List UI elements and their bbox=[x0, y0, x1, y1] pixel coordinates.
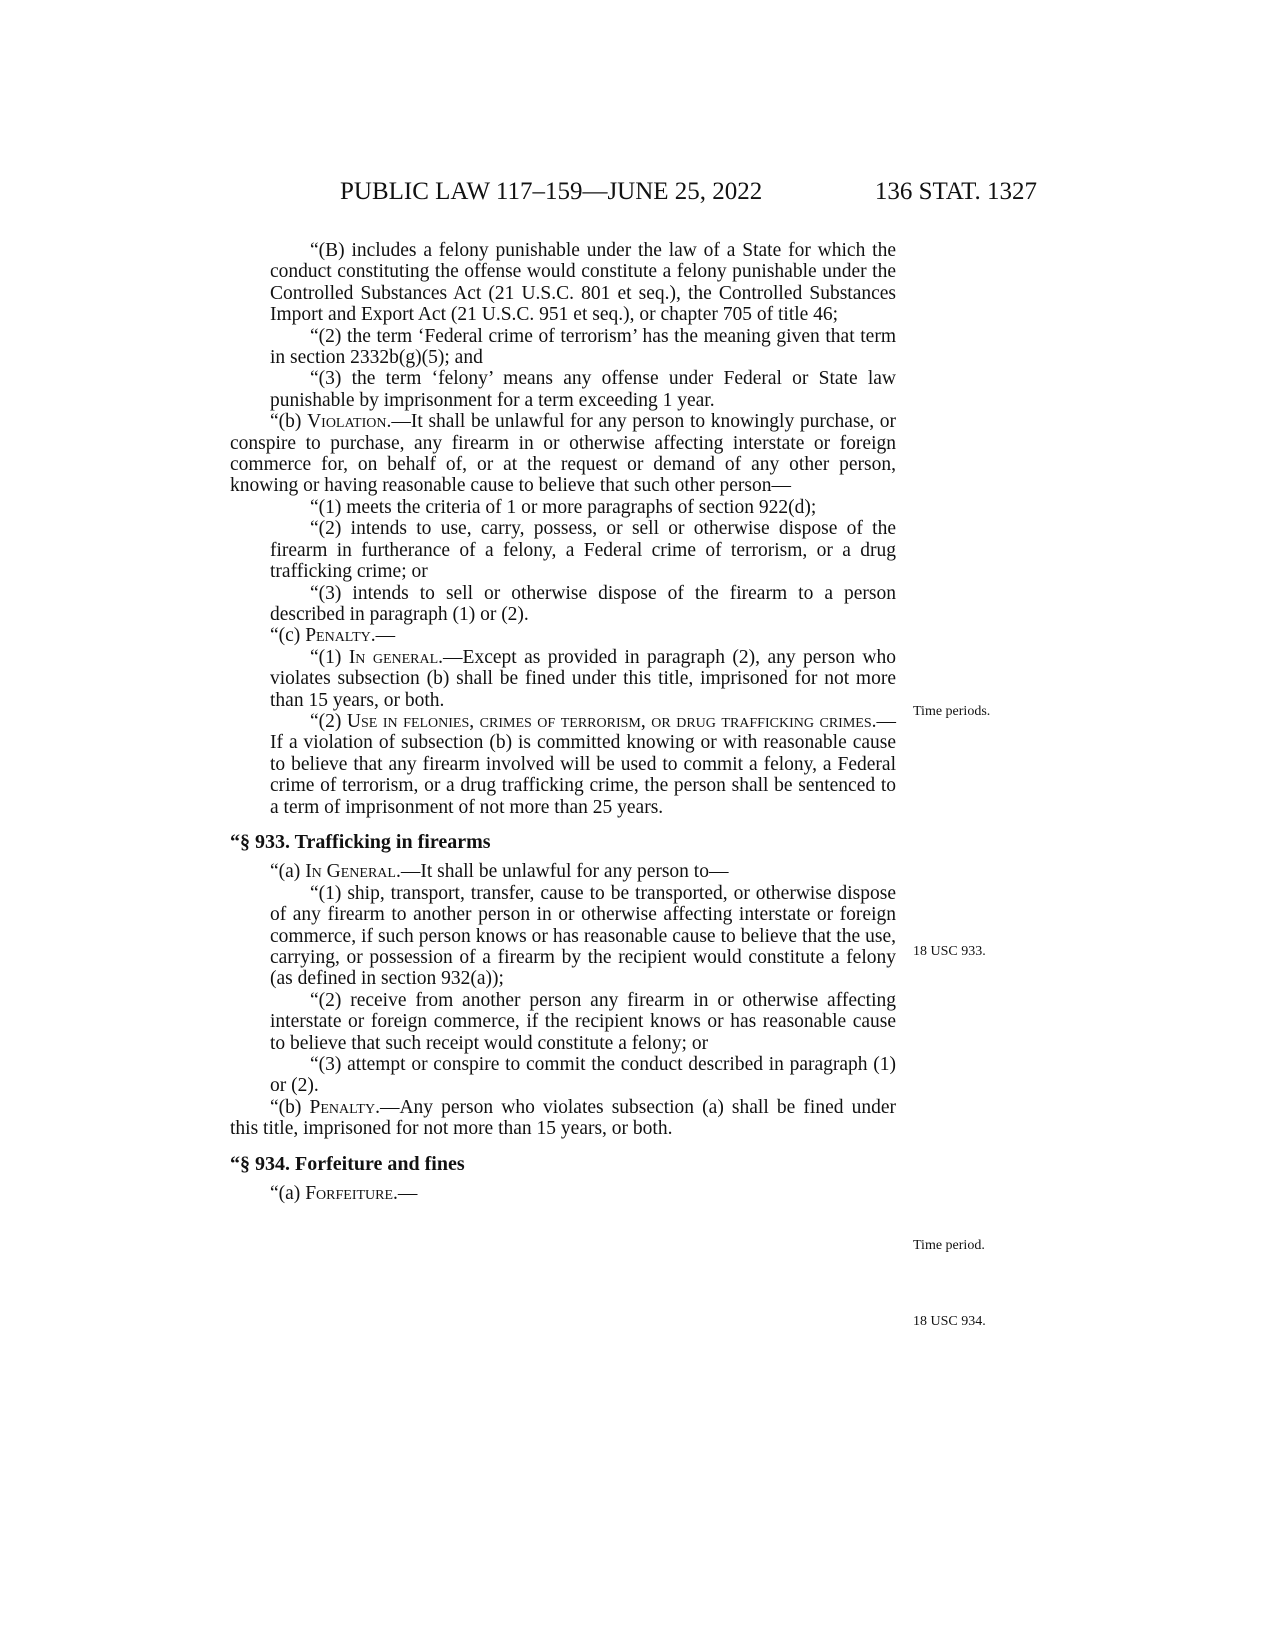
margin-note-time-periods: Time periods. bbox=[913, 704, 991, 719]
subsection-b-violation bbox=[230, 411, 896, 497]
subsection-heading: Forfeiture bbox=[305, 1183, 394, 1205]
subsection-text: .—Any person who violates subsection (a) shall be fined under this title, imprisoned for not more than 15 years, or both. bbox=[230, 1096, 896, 1140]
paragraph-3-attempt: “(3) attempt or conspire to commit the conduct described in paragraph (1) or (2). bbox=[270, 1054, 896, 1097]
paragraph-2-intends-use: “(2) intends to use, carry, possess, or sell or otherwise dispose of the firearm in furtherance of a felony, a Federal crime of terrorism, or a drug trafficking crime; or bbox=[270, 518, 896, 583]
subsection-heading: Penalty bbox=[305, 625, 371, 647]
header-stat-page: 136 STAT. 1327 bbox=[874, 178, 1037, 205]
subsection-prefix: “(b) bbox=[270, 1096, 310, 1118]
paragraph-prefix: “(1) bbox=[310, 646, 349, 668]
paragraph-prefix: “(2) bbox=[310, 710, 347, 732]
subsection-text: .—It shall be unlawful for any person to— bbox=[395, 861, 729, 883]
section-934-heading: “§ 934. Forfeiture and fines bbox=[230, 1152, 465, 1175]
page-header bbox=[340, 178, 1037, 212]
subsection-text: .— bbox=[370, 625, 396, 647]
section-933-heading: “§ 933. Trafficking in firearms bbox=[230, 830, 491, 853]
paragraph-2-federal-crime-terrorism: “(2) the term ‘Federal crime of terrorism’ has the meaning given that term in section 2332b(g)(5); and bbox=[270, 325, 896, 369]
paragraph-heading: Use in felonies, crimes of terrorism, or drug trafficking crimes bbox=[346, 710, 872, 732]
paragraph-3-felony-definition: “(3) the term ‘felony’ means any offense under Federal or State law punishable by imprisonment for a term exceeding 1 year. bbox=[270, 368, 896, 411]
paragraph-text: .—Except as provided in paragraph (2), any person who violates subsection (b) shall be fined under this title, imprisoned for not more than 15 years, or both. bbox=[270, 646, 896, 711]
subsection-prefix: “(a) bbox=[270, 861, 306, 883]
subsection-prefix: “(b) bbox=[270, 411, 308, 433]
subsection-heading: In General bbox=[305, 861, 396, 883]
paragraph-2-receive: “(2) receive from another person any firearm in or otherwise affecting interstate or foreign commerce, if the recipient knows or has reasonable cause to believe that such receipt would constitute a felony; or bbox=[270, 989, 896, 1054]
subsection-a-forfeiture bbox=[230, 1183, 896, 1204]
subsection-text: .—It shall be unlawful for any person to knowingly purchase, or conspire to purchase, any firearm in or otherwise affecting interstate or foreign commerce for, on behalf of, or at the request or demand of any other person, knowing or having reasonable cause to believe that such other person— bbox=[230, 411, 896, 497]
margin-note-18-usc-934: 18 USC 934. bbox=[913, 1314, 986, 1329]
header-title: PUBLIC LAW 117–159—JUNE 25, 2022 bbox=[340, 178, 763, 205]
paragraph-1-criteria: “(1) meets the criteria of 1 or more paragraphs of section 922(d); bbox=[310, 496, 817, 518]
paragraph-heading: In general bbox=[348, 646, 439, 668]
paragraph-3-intends-sell: “(3) intends to sell or otherwise dispose of the firearm to a person described in paragraph (1) or (2). bbox=[270, 582, 896, 625]
subsection-prefix: “(a) bbox=[270, 1183, 306, 1205]
subsection-a-in-general bbox=[230, 861, 896, 882]
paragraph-text: .—If a violation of subsection (b) is committed knowing or with reasonable cause to believe that any firearm involved will be used to commit a felony, a Federal crime of terrorism, or a drug trafficking crime, the person shall be sentenced to a term of imprisonment of not more than 25 years. bbox=[270, 710, 896, 818]
paragraph-1-in-general bbox=[230, 647, 896, 711]
subsection-heading: Violation bbox=[307, 411, 387, 433]
statute-body bbox=[230, 240, 896, 1204]
subsection-b-penalty bbox=[230, 1097, 896, 1140]
paragraph-b-felony-definition: “(B) includes a felony punishable under the law of a State for which the conduct constituting the offense would constitute a felony punishable under the Controlled Substances Act (21 U.S.C. 801 et seq.), the Controlled Substances Import and Export Act (21 U.S.C. 951 et seq.), or chapter 705 of title 46; bbox=[270, 240, 896, 326]
subsection-prefix: “(c) bbox=[270, 625, 306, 647]
margin-note-time-period: Time period. bbox=[913, 1238, 985, 1253]
margin-note-18-usc-933: 18 USC 933. bbox=[913, 944, 986, 959]
subsection-c-penalty bbox=[230, 625, 896, 646]
subsection-text: .— bbox=[393, 1183, 418, 1205]
paragraph-1-ship-transport: “(1) ship, transport, transfer, cause to be transported, or otherwise dispose of any firearm to another person in or otherwise affecting interstate or foreign commerce, if such person knows or has reasonable cause to believe that the use, carrying, or possession of a firearm by the recipient would constitute a felony (as defined in section 932(a)); bbox=[270, 882, 896, 990]
paragraph-2-use-in-felonies bbox=[230, 711, 896, 818]
subsection-heading: Penalty bbox=[309, 1096, 376, 1118]
